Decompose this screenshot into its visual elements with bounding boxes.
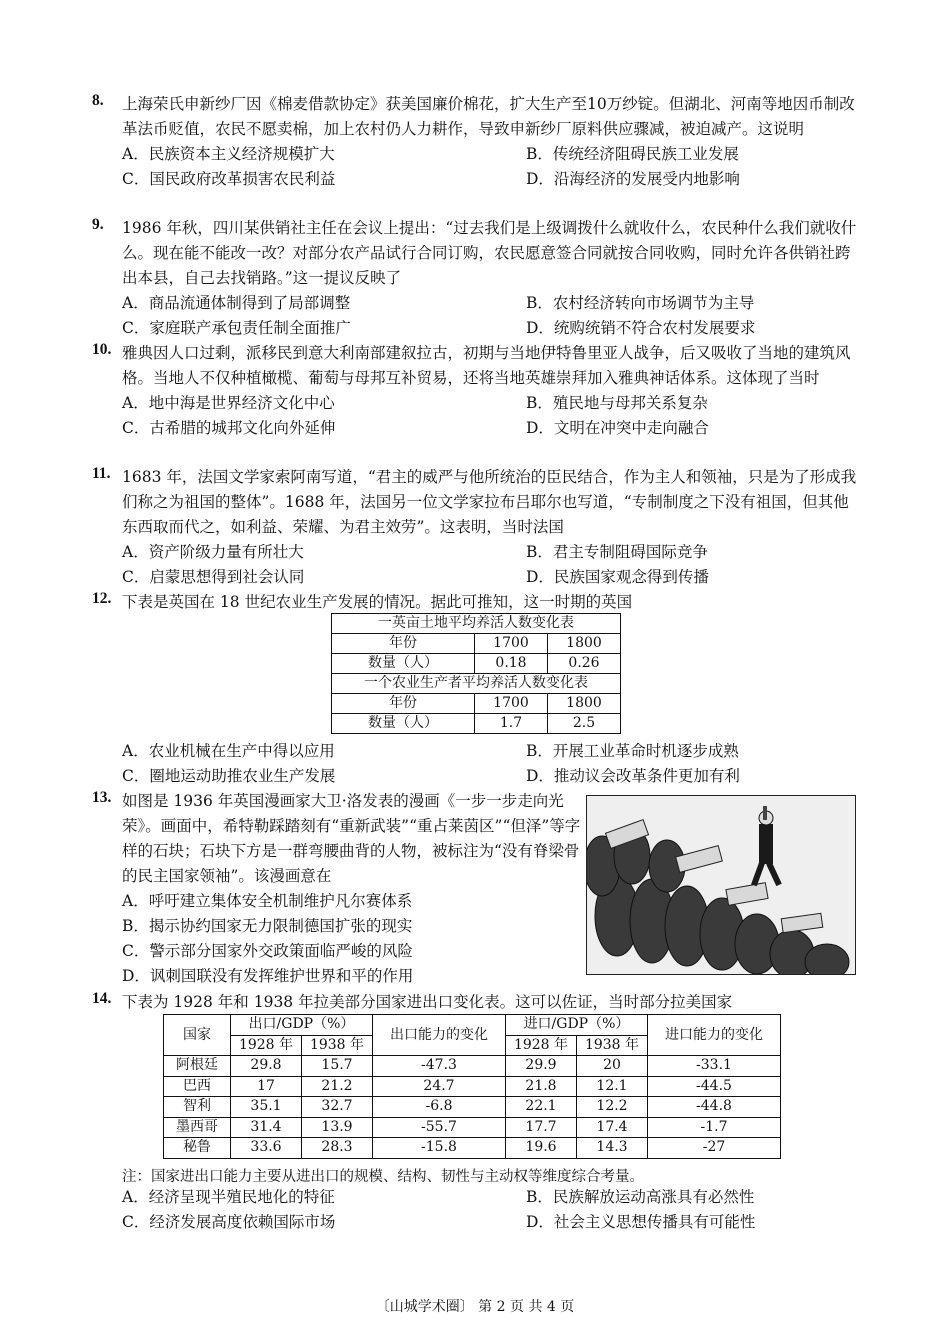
value-cell: 12.2 — [577, 1097, 648, 1118]
option-a[interactable]: A．资产阶级力量有所壮大 — [122, 543, 304, 561]
option-c[interactable]: C．古希腊的城邦文化向外延伸 — [122, 419, 336, 437]
question-stem: 1683 年，法国文学家索阿南写道，“君主的威严与他所统治的臣民结合，作为主人和领袖，只是为了形成我们称之为祖国的整体”。1688 年，法国另一位文学家拉布吕耶尔也写道，“专制制度之下没有祖国，但其他东西取而代之，如利益、荣耀、为君主效劳”。这表明，当时法国 — [122, 468, 857, 536]
value-cell: 29.9 — [506, 1056, 577, 1077]
option-a[interactable]: A．农业机械在生产中得以应用 — [122, 742, 335, 760]
question-11 — [92, 465, 862, 590]
country-cell: 巴西 — [164, 1076, 231, 1097]
question-stem: 上海荣氏申新纱厂因《棉麦借款协定》获美国廉价棉花，扩大生产至10万纱锭。但湖北、河南等地因币制改革法币贬值，农民不愿卖棉，加上农村仍人力耕作，导致申新纱厂原料供应骤减，被迫减产。这说明 — [122, 95, 855, 138]
count-label: 数量（人） — [332, 714, 475, 734]
value-cell: 0.18 — [475, 654, 548, 674]
question-stem: 雅典因人口过剩，派移民到意大利南部建叙拉古，初期与当地伊特鲁里亚人战争，后又吸收了当地的建筑风格。当地人不仅种植橄榄、葡萄与母邦互补贸易，还将当地英雄崇拜加入雅典神话体系。这体现了当时 — [122, 344, 851, 387]
option-b[interactable]: B．传统经济阻碍民族工业发展 — [526, 145, 739, 163]
option-d[interactable]: D．文明在冲突中走向融合 — [526, 419, 709, 437]
question-number: 10. — [92, 341, 112, 358]
question-number: 13. — [92, 789, 112, 806]
option-b[interactable]: B．君主专制阻碍国际竞争 — [526, 543, 708, 561]
question-9 — [92, 216, 862, 341]
question-14 — [92, 990, 862, 1015]
value-cell: -47.3 — [373, 1056, 506, 1077]
option-b[interactable]: B．殖民地与母邦关系复杂 — [526, 394, 708, 412]
value-cell: 14.3 — [577, 1138, 648, 1159]
option-a[interactable]: A．地中海是世界经济文化中心 — [122, 394, 335, 412]
table-note: 注：国家进出口能力主要从进出口的规模、结构、韧性与主动权等维度综合考量。 — [122, 1169, 644, 1185]
option-c[interactable]: C．警示部分国家外交政策面临严峻的风险 — [122, 942, 413, 960]
value-cell: -44.8 — [648, 1097, 781, 1118]
option-d[interactable]: D．讽刺国联没有发挥维护世界和平的作用 — [122, 967, 414, 985]
table-row — [164, 1138, 781, 1159]
country-cell: 阿根廷 — [164, 1056, 231, 1077]
value-cell: 32.7 — [302, 1097, 373, 1118]
option-b[interactable]: B．揭示协约国家无力限制德国扩张的现实 — [122, 917, 413, 935]
year-label: 年份 — [332, 634, 475, 654]
year-cell: 1800 — [548, 634, 621, 654]
value-cell: -55.7 — [373, 1117, 506, 1138]
value-cell: -33.1 — [648, 1056, 781, 1077]
year-cell: 1928 年 — [506, 1035, 577, 1056]
question-stem: 下表是英国在 18 世纪农业生产发展的情况。据此可推知，这一时期的英国 — [122, 593, 633, 611]
value-cell: 17 — [231, 1076, 302, 1097]
value-cell: -1.7 — [648, 1117, 781, 1138]
option-c[interactable]: C．家庭联产承包责任制全面推广 — [122, 319, 351, 337]
option-d[interactable]: D．沿海经济的发展受内地影响 — [526, 170, 740, 188]
option-c[interactable]: C．国民政府改革损害农民利益 — [122, 170, 336, 188]
question-number: 11. — [92, 465, 111, 482]
option-a[interactable]: A．商品流通体制得到了局部调整 — [122, 294, 351, 312]
option-c[interactable]: C．启蒙思想得到社会认同 — [122, 568, 305, 586]
value-cell: 24.7 — [373, 1076, 506, 1097]
header-country: 国家 — [164, 1015, 231, 1056]
table-title: 一个农业生产者平均养活人数变化表 — [332, 674, 621, 694]
value-cell: 21.8 — [506, 1076, 577, 1097]
value-cell: 1.7 — [475, 714, 548, 734]
table-14 — [163, 1014, 781, 1159]
question-number: 9. — [92, 216, 104, 233]
question-10 — [92, 341, 862, 441]
option-d[interactable]: D．推动议会改革条件更加有利 — [526, 767, 740, 785]
value-cell: 29.8 — [231, 1056, 302, 1077]
question-stem: 如图是 1936 年英国漫画家大卫·洛发表的漫画《一步一步走向光荣》。画面中，希特勒踩踏刻有“重新武装”“重占莱茵区”“但泽”等字样的石块；石块下方是一群弯腰曲背的人物，被标注为“没有脊梁骨的民主国家领袖”。该漫画意在 — [122, 792, 581, 885]
question-12 — [92, 590, 862, 615]
year-cell: 1800 — [548, 694, 621, 714]
option-d[interactable]: D．民族国家观念得到传播 — [526, 568, 709, 586]
value-cell: 17.4 — [577, 1117, 648, 1138]
header-import: 进口/GDP（%） — [506, 1015, 648, 1036]
table-12 — [331, 613, 621, 734]
table-row — [164, 1117, 781, 1138]
question-14-options — [92, 1185, 862, 1235]
year-cell: 1928 年 — [231, 1035, 302, 1056]
option-a[interactable]: A．呼吁建立集体安全机制维护凡尔赛体系 — [122, 892, 413, 910]
value-cell: -44.5 — [648, 1076, 781, 1097]
page-footer: 〔山城学术圈〕 第 2 页 共 4 页 — [375, 1299, 575, 1315]
header-export: 出口/GDP（%） — [231, 1015, 373, 1036]
header-export-change: 出口能力的变化 — [373, 1015, 506, 1056]
value-cell: -15.8 — [373, 1138, 506, 1159]
year-cell: 1938 年 — [302, 1035, 373, 1056]
table-row — [164, 1056, 781, 1077]
year-label: 年份 — [332, 694, 475, 714]
year-cell: 1938 年 — [577, 1035, 648, 1056]
question-stem: 下表为 1928 年和 1938 年拉美部分国家进出口变化表。这可以佐证，当时部分拉美国家 — [122, 993, 733, 1011]
value-cell: 20 — [577, 1056, 648, 1077]
question-12-options — [92, 739, 862, 789]
table-row — [164, 1097, 781, 1118]
question-13 — [92, 789, 582, 989]
option-a[interactable]: A．经济呈现半殖民地化的特征 — [122, 1188, 335, 1206]
table-row — [164, 1076, 781, 1097]
question-8 — [92, 92, 862, 192]
question-number: 12. — [92, 590, 112, 607]
value-cell: 17.7 — [506, 1117, 577, 1138]
cartoon-image — [586, 795, 856, 975]
value-cell: 31.4 — [231, 1117, 302, 1138]
value-cell: 0.26 — [548, 654, 621, 674]
year-cell: 1700 — [475, 634, 548, 654]
question-number: 14. — [92, 990, 112, 1007]
count-label: 数量（人） — [332, 654, 475, 674]
value-cell: -27 — [648, 1138, 781, 1159]
value-cell: 22.1 — [506, 1097, 577, 1118]
option-b[interactable]: B．民族解放运动高涨具有必然性 — [526, 1188, 755, 1206]
value-cell: 15.7 — [302, 1056, 373, 1077]
year-cell: 1700 — [475, 694, 548, 714]
value-cell: 19.6 — [506, 1138, 577, 1159]
option-c[interactable]: C．经济发展高度依赖国际市场 — [122, 1213, 336, 1231]
country-cell: 墨西哥 — [164, 1117, 231, 1138]
option-b[interactable]: B．开展工业革命时机逐步成熟 — [526, 742, 739, 760]
option-d[interactable]: D．统购统销不符合农村发展要求 — [526, 319, 756, 337]
option-b[interactable]: B．农村经济转向市场调节为主导 — [526, 294, 755, 312]
country-cell: 秘鲁 — [164, 1138, 231, 1159]
question-number: 8. — [92, 92, 104, 109]
country-cell: 智利 — [164, 1097, 231, 1118]
value-cell: 33.6 — [231, 1138, 302, 1159]
value-cell: 35.1 — [231, 1097, 302, 1118]
header-import-change: 进口能力的变化 — [648, 1015, 781, 1056]
value-cell: 13.9 — [302, 1117, 373, 1138]
table-title: 一英亩土地平均养活人数变化表 — [332, 614, 621, 634]
question-stem: 1986 年秋，四川某供销社主任在会议上提出：“过去我们是上级调拨什么就收什么，农民种什么我们就收什么。现在能不能改一改？对部分农产品试行合同订购，农民愿意签合同就按合同收购，同时允许各供销社跨出本县，自己去找销路。”这一提议反映了 — [122, 219, 857, 287]
option-a[interactable]: A．民族资本主义经济规模扩大 — [122, 145, 335, 163]
value-cell: 28.3 — [302, 1138, 373, 1159]
option-c[interactable]: C．圈地运动助推农业生产发展 — [122, 767, 336, 785]
value-cell: 12.1 — [577, 1076, 648, 1097]
value-cell: 21.2 — [302, 1076, 373, 1097]
option-d[interactable]: D．社会主义思想传播具有可能性 — [526, 1213, 756, 1231]
value-cell: -6.8 — [373, 1097, 506, 1118]
value-cell: 2.5 — [548, 714, 621, 734]
